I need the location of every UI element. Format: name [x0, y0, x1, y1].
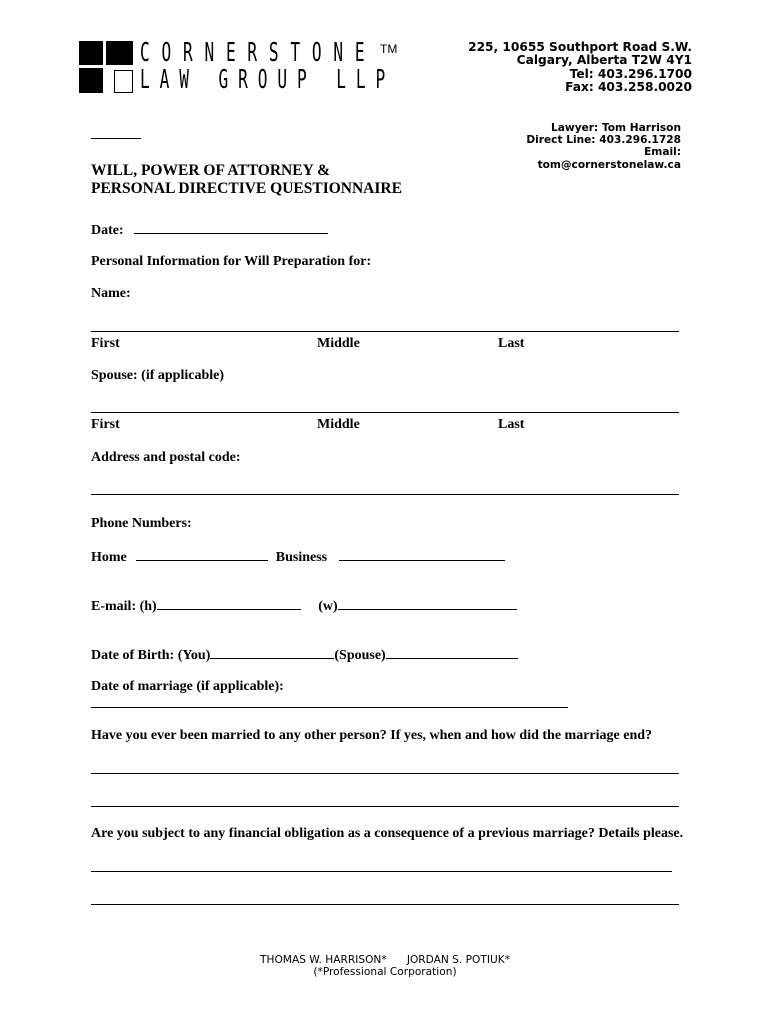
spouse-label: Spouse: (if applicable) — [91, 368, 225, 383]
lawyer-direct-line: Direct Line: 403.296.1728 — [526, 134, 681, 147]
name-middle-label: Middle — [317, 336, 360, 351]
spouse-name-field[interactable] — [91, 412, 679, 413]
dob-spouse-field[interactable] — [386, 646, 518, 659]
date-field[interactable] — [134, 221, 328, 234]
prior-marriage-answer-line-1[interactable] — [91, 773, 679, 774]
form-title-line-1: WILL, POWER OF ATTORNEY & — [91, 162, 330, 179]
lawyer-email-label: Email: — [644, 146, 681, 159]
lawyer-name: Lawyer: Tom Harrison — [551, 122, 681, 134]
lawyer-email: tom@cornerstonelaw.ca — [537, 158, 681, 171]
name-last-label: Last — [498, 336, 525, 351]
name-label: Name: — [91, 286, 131, 301]
footer-partners: THOMAS W. HARRISON* JORDAN S. POTIUK* — [260, 954, 510, 966]
marriage-date-field[interactable] — [91, 707, 568, 708]
financial-obligation-answer-line-1[interactable] — [91, 871, 672, 872]
lawyer-contact — [526, 122, 681, 171]
spouse-middle-label: Middle — [317, 417, 360, 432]
firm-street: 225, 10655 Southport Road S.W. — [468, 40, 692, 54]
home-phone-label: Home — [91, 550, 127, 565]
logo-line-2: LAW GROUP LLP — [140, 65, 396, 95]
firm-tel: Tel: 403.296.1700 — [569, 66, 692, 81]
business-phone-field[interactable] — [339, 548, 505, 561]
phone-label: Phone Numbers: — [91, 516, 192, 531]
financial-obligation-question: Are you subject to any financial obligation as a consequence of a previous marriage? Details please. — [91, 826, 684, 841]
logo-line-1: CORNERSTONE — [140, 38, 377, 68]
date-row — [91, 221, 328, 239]
address-label: Address and postal code: — [91, 450, 241, 465]
dob-spouse-label: (Spouse) — [334, 648, 386, 663]
firm-fax: Fax: 403.258.0020 — [565, 80, 692, 95]
prior-marriage-question: Have you ever been married to any other person? If yes, when and how did the marriage end? — [91, 728, 653, 743]
spouse-last-label: Last — [498, 417, 525, 432]
logo-block-1 — [79, 41, 103, 65]
email-work-label: (w) — [318, 599, 338, 614]
footer-note: (*Professional Corporation) — [313, 966, 457, 979]
logo-block-2 — [106, 41, 133, 65]
personal-info-label: Personal Information for Will Preparation for: — [91, 254, 372, 269]
financial-obligation-answer-line-2[interactable] — [91, 904, 679, 905]
home-phone-field[interactable] — [136, 548, 268, 561]
dob-row — [91, 646, 518, 664]
footer — [0, 954, 770, 979]
spouse-first-label: First — [91, 417, 120, 432]
email-row — [91, 597, 517, 615]
logo-block-3 — [79, 68, 103, 93]
business-phone-label: Business — [275, 550, 328, 565]
firm-city: Calgary, Alberta T2W 4Y1 — [516, 53, 692, 68]
marriage-date-label: Date of marriage (if applicable): — [91, 679, 284, 694]
firm-address — [468, 41, 692, 95]
form-title-line-2: PERSONAL DIRECTIVE QUESTIONNAIRE — [91, 180, 402, 197]
email-home-field[interactable] — [157, 597, 301, 610]
address-field[interactable] — [91, 494, 679, 495]
dob-you-label: Date of Birth: (You) — [91, 648, 211, 663]
dob-you-field[interactable] — [210, 646, 334, 659]
name-field[interactable] — [91, 331, 679, 332]
form-title — [91, 162, 402, 198]
name-first-label: First — [91, 336, 120, 351]
phone-row — [91, 548, 505, 566]
logo-block-4 — [114, 70, 133, 93]
prior-marriage-answer-line-2[interactable] — [91, 806, 679, 807]
trademark-mark: TM — [380, 42, 398, 56]
email-work-field[interactable] — [338, 597, 517, 610]
email-home-label: E-mail: (h) — [91, 599, 157, 614]
date-label: Date: — [91, 223, 124, 238]
reference-rule — [91, 138, 141, 139]
